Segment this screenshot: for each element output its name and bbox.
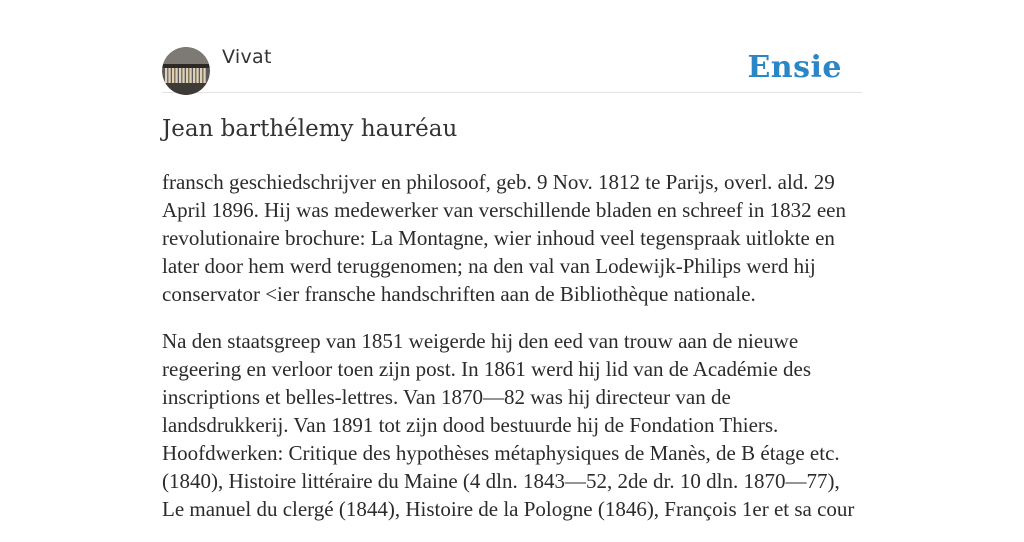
author-avatar[interactable] — [162, 47, 210, 95]
article-title: Jean barthélemy hauréau — [162, 116, 458, 142]
header — [162, 0, 862, 93]
author-name[interactable]: Vivat — [222, 46, 272, 68]
article-body — [162, 168, 862, 542]
article-paragraph: fransch geschiedschrijver en philosoof, geb. 9 Nov. 1812 te Parijs, overl. ald. 29 April 1896. Hij was medewerker van verschillende bladen en schreef in 1832 een revolutionaire brochure: La Montagne, wier inhoud veel tegenspraak uitlokte en later door hem werd teruggenomen; na den val van Lodewijk-Philips werd hij conservator <ier fransche handschriften aan de Bibliothèque nationale. — [162, 170, 847, 306]
site-logo[interactable]: Ensie — [747, 50, 842, 85]
bookshelf-avatar-icon — [162, 47, 210, 95]
article-paragraph: Na den staatsgreep van 1851 weigerde hij den eed van trouw aan de nieuwe regeering en verloor toen zijn post. In 1861 werd hij lid van de Académie des inscriptions et belles-lettres. Van 1870—82 was hij directeur van de landsdrukkerij. Van 1891 tot zijn dood bestuurde hij de Fondation Thiers. Hoofdwerken: Critique des hypothèses métaphysiques de Manès, de B étage etc. (1840), Histoire littéraire du Maine (4 dln. 1843—52, 2de dr. 10 dln. 1870—77), Le manuel du clergé (1844), Histoire de la Pologne (1846), François 1er et sa cour — [162, 329, 855, 521]
